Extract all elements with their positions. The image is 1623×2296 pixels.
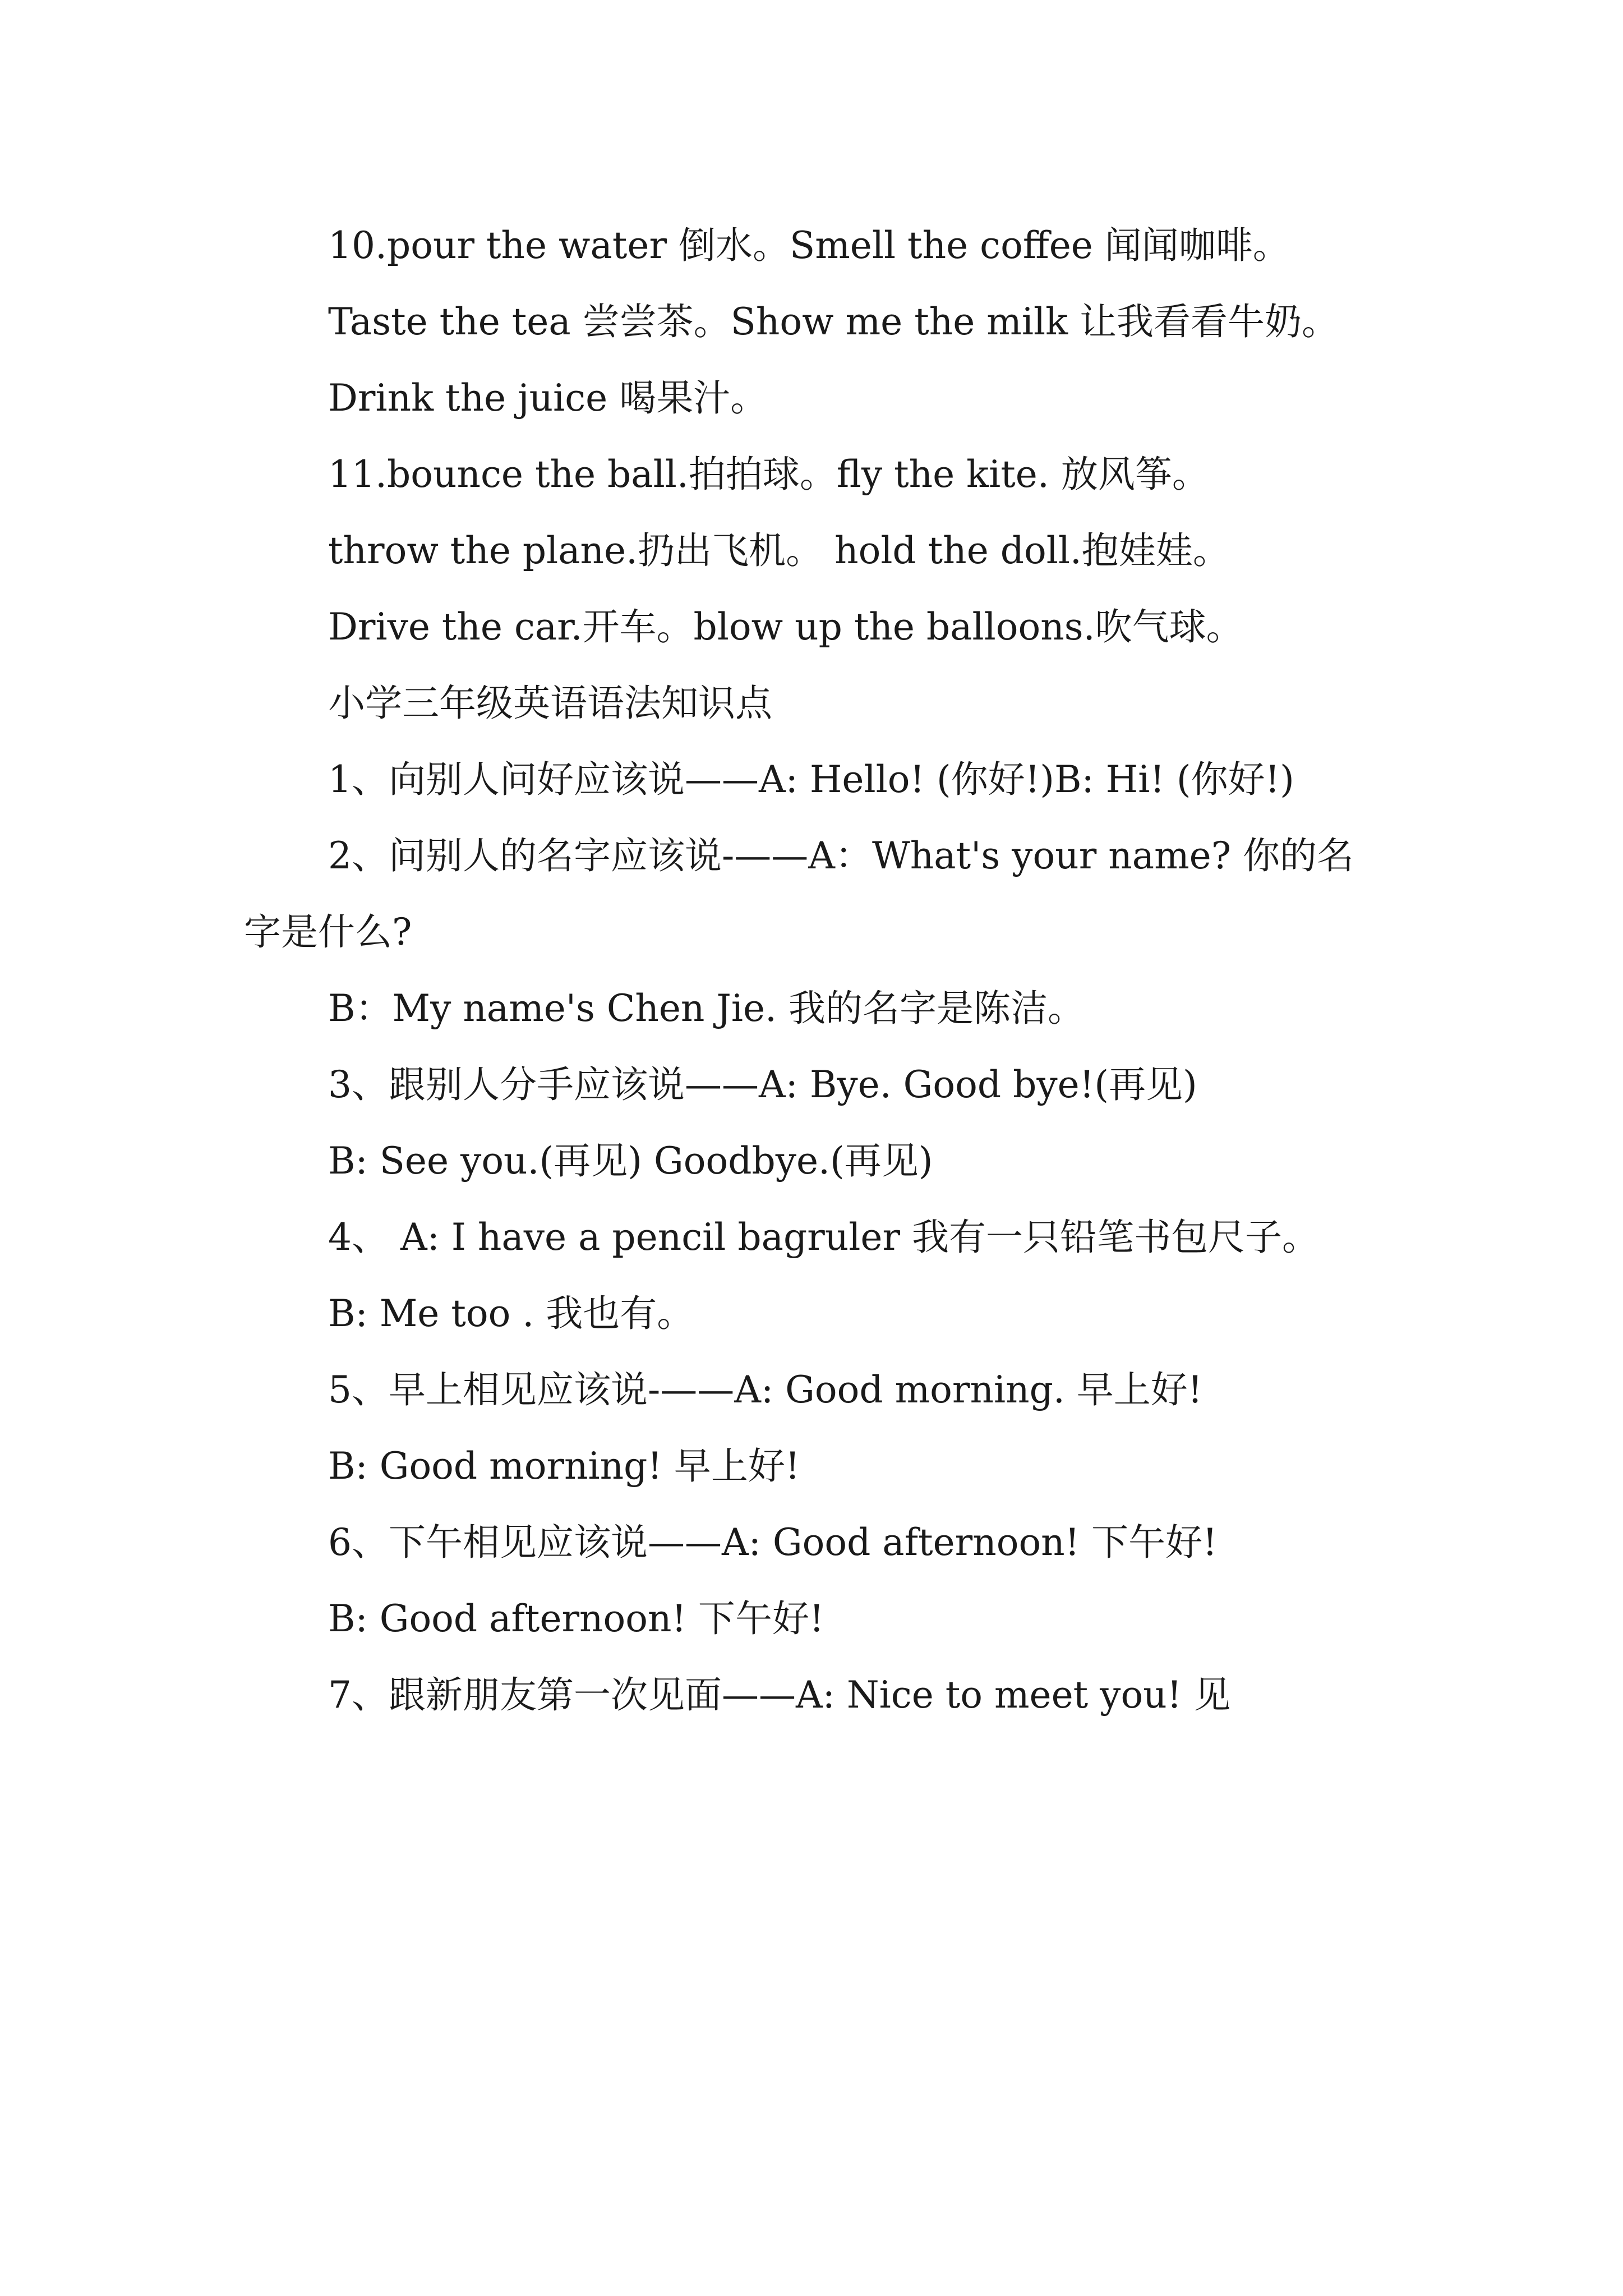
paragraph-14: 5、早上相见应该说-——A: Good morning. 早上好! [328,1368,1203,1411]
paragraph-2: Taste the tea 尝尝茶。Show me the milk 让我看看牛奶。 [328,300,1339,343]
paragraph-11: B: See you.(再见) Goodbye.(再见) [328,1139,933,1182]
section-heading: 小学三年级英语语法知识点 [328,682,772,725]
paragraph-7: 1、向别人问好应该说——A: Hello! (你好!)B: Hi! (你好!) [328,758,1294,801]
paragraph-6: Drive the car.开车。blow up the balloons.吹气球。 [328,605,1243,648]
paragraph-17: B: Good afternoon! 下午好! [328,1597,824,1640]
paragraph-13: B: Me too . 我也有。 [328,1292,694,1335]
document-body [244,208,1377,1733]
paragraph-4: 11.bounce the ball.拍拍球。fly the kite. 放风筝。 [328,453,1209,496]
paragraph-9: B：My name's Chen Jie. 我的名字是陈洁。 [328,987,1085,1030]
paragraph-1: 10.pour the water 倒水。Smell the coffee 闻闻咖啡。 [328,224,1290,267]
paragraph-8: 2、问别人的名字应该说-——A：What's your name? 你的名字是什么? [244,834,1354,954]
paragraph-15: B: Good morning! 早上好! [328,1444,800,1488]
paragraph-18: 7、跟新朋友第一次见面——A: Nice to meet you! 见 [328,1673,1231,1717]
paragraph-12: 4、 A: I have a pencil bagruler 我有一只铅笔书包尺子。 [328,1216,1319,1259]
paragraph-3: Drink the juice 喝果汁。 [328,376,768,420]
paragraph-16: 6、下午相见应该说——A: Good afternoon! 下午好! [328,1521,1218,1564]
paragraph-10: 3、跟别人分手应该说——A: Bye. Good bye!(再见) [328,1063,1197,1106]
paragraph-5: throw the plane.扔出飞机。 hold the doll.抱娃娃。 [328,529,1230,572]
